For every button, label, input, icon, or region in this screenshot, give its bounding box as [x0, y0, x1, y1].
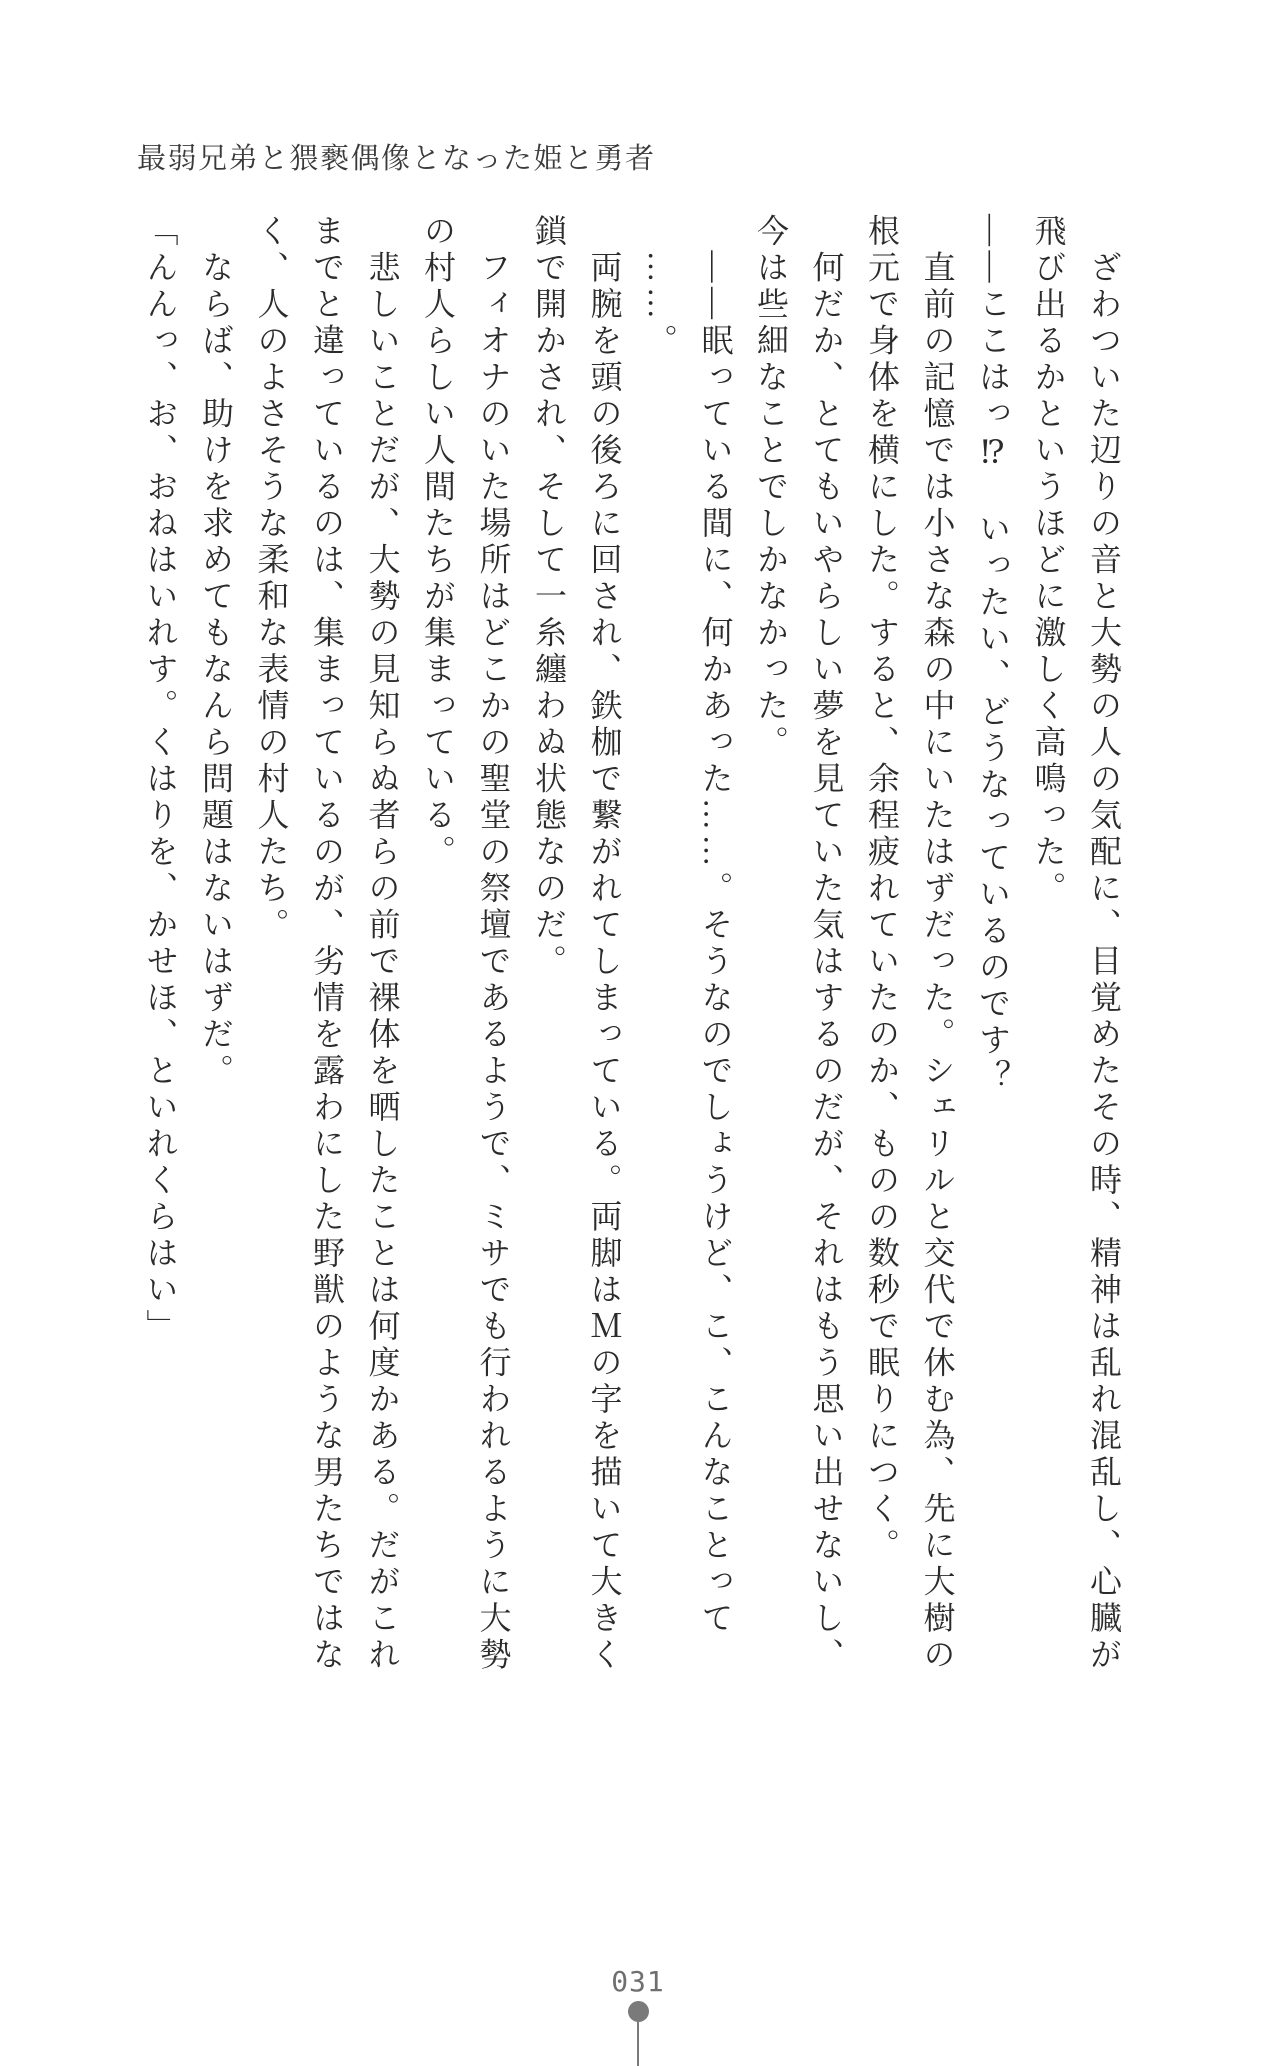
text-column: ざわついた辺りの音と大勢の人の気配に、目覚めたその時、精神は乱れ混乱し、心臓が — [1086, 214, 1122, 1674]
text-column: 今は些細なことでしかなかった。 — [753, 214, 789, 762]
text-column: ――眠っている間に、何かあった……。そうなのでしょうけど、こ、こんなことって — [697, 214, 734, 1638]
text-column: 悲しいことだが、大勢の見知らぬ者らの前で裸体を晒したことは何度かある。だがこれ — [364, 214, 401, 1674]
text-column: 「んんっ、お、おねはいれす。くはりを、かせほ、といれくらはい」 — [142, 214, 179, 1346]
text-column: 根元で身体を横にした。すると、余程疲れていたのか、ものの数秒で眠りにつく。 — [864, 214, 900, 1565]
text-column: 何だか、とてもいやらしい夢を見ていた気はするのだが、それはもう思い出せないし、 — [808, 214, 845, 1674]
text-column: く、人のよさそうな柔和な表情の村人たち。 — [253, 214, 290, 944]
main-text-block — [132, 214, 1131, 1714]
page-number: 031 — [611, 1965, 665, 1998]
text-column: 直前の記憶では小さな森の中にいたはずだった。シェリルと交代で休む為、先に大樹の — [919, 214, 956, 1674]
running-title: 最弱兄弟と猥褻偶像となった姫と勇者 — [137, 143, 656, 175]
text-column: フィオナのいた場所はどこかの聖堂の祭壇であるようで、ミサでも行われるように大勢 — [475, 214, 512, 1674]
text-column: 飛び出るかというほどに激しく高鳴った。 — [1030, 214, 1067, 908]
text-column: までと違っているのは、集まっているのが、劣情を露わにした野獣のような男たちではな — [309, 214, 345, 1674]
text-column: ……。 — [642, 214, 678, 360]
footer-ornament-line — [637, 2019, 639, 2066]
text-column: ――ここはっ⁉ いったい、どうなっているのです？ — [975, 214, 1011, 1096]
text-column: 両腕を頭の後ろに回され、鉄枷で繋がれてしまっている。両脚はＭの字を描いて大きく — [586, 214, 623, 1674]
text-column: ならば、助けを求めてもなんら問題はないはずだ。 — [198, 214, 234, 1090]
text-column: 鎖で開かされ、そして一糸纏わぬ状態なのだ。 — [531, 214, 567, 981]
text-column: の村人らしい人間たちが集まっている。 — [420, 214, 456, 871]
